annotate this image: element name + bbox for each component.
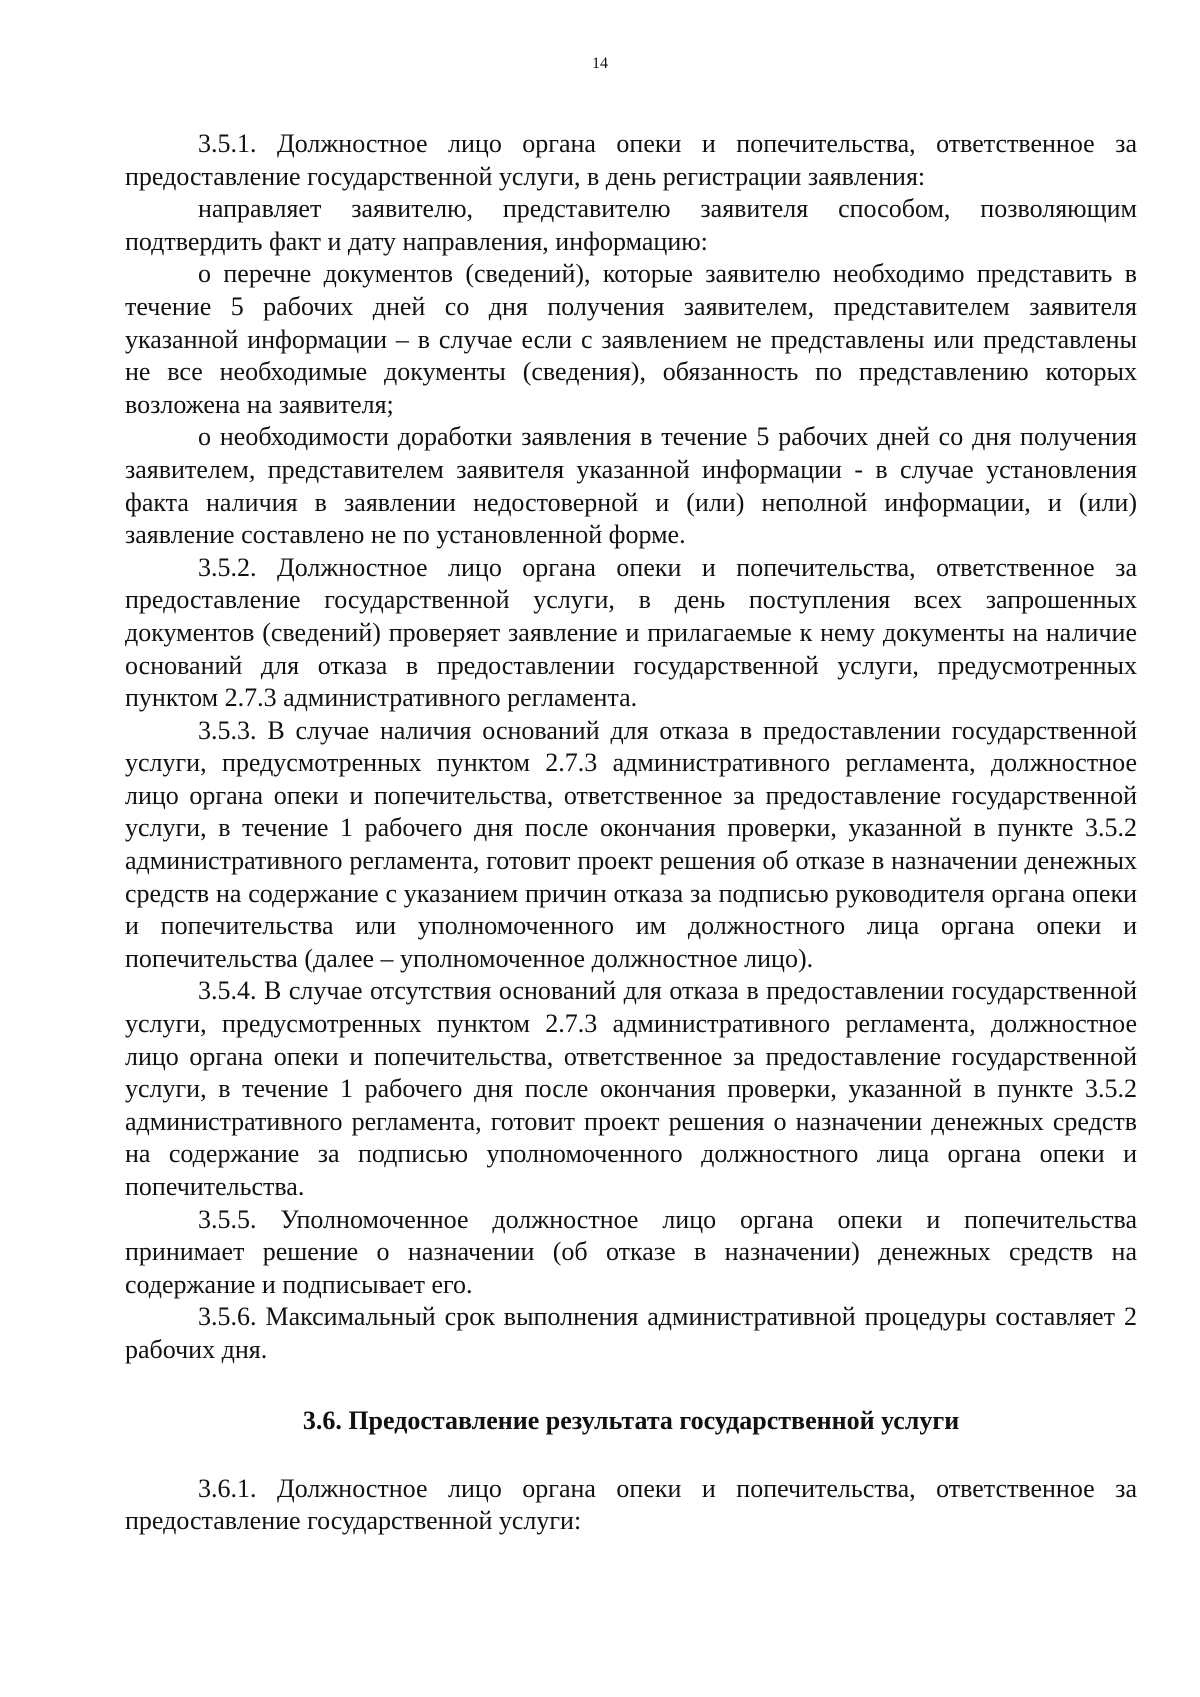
paragraph-documents-list: о перечне документов (сведений), которые заявителю необходимо представить в течение 5 рабочих дней со дня получения заявителем, представителем заявителя указанной информации – в случае если с заявлением не представлены или представлены не все необходимые документы (сведения), обязанность по представлению которых возложена на заявителя; (125, 259, 1137, 419)
section-heading-3-6: 3.6. Предоставление результата государственной услуги (302, 1405, 960, 1435)
paragraph-3-5-6: 3.5.6. Максимальный срок выполнения административной процедуры составляет 2 рабочих дня. (125, 1302, 1137, 1364)
paragraph-3-5-2: 3.5.2. Должностное лицо органа опеки и попечительства, ответственное за предоставление государственной услуги, в день поступления всех запрошенных документов (сведений) проверяет заявление и прилагаемые к нему документы на наличие оснований для отказа в предоставлении государственной услуги, предусмотренных пунктом 2.7.3 административного регламента. (125, 552, 1137, 713)
paragraph-3-5-1: 3.5.1. Должностное лицо органа опеки и попечительства, ответственное за предоставление государственной услуги, в день регистрации заявления: (125, 129, 1137, 191)
paragraph-3-5-5: 3.5.5. Уполномоченное должностное лицо органа опеки и попечительства принимает решение о назначении (об отказе в назначении) денежных средств на содержание и подписывает его. (125, 1204, 1137, 1299)
paragraph-notify-applicant: направляет заявителю, представителю заявителя способом, позволяющим подтвердить факт и дату направления, информацию: (125, 194, 1137, 256)
page-number: 14 (592, 55, 608, 72)
paragraph-3-5-4: 3.5.4. В случае отсутствия оснований для отказа в предоставлении государственной услуги, предусмотренных пунктом 2.7.3 административного регламента, должностное лицо органа опеки и попечительства, ответственное за предоставление государственной услуги, в течение 1 рабочего дня после окончания проверки, указанной в пункте 3.5.2 административного регламента, готовит проект решения о назначении денежных средств на содержание за подписью уполномоченного должностного лица органа опеки и попечительства. (125, 976, 1137, 1201)
paragraph-3-6-1: 3.6.1. Должностное лицо органа опеки и попечительства, ответственное за предоставление государственной услуги: (125, 1473, 1137, 1536)
document-body (125, 128, 1137, 1538)
paragraph-3-5-3: 3.5.3. В случае наличия оснований для отказа в предоставлении государственной услуги, предусмотренных пунктом 2.7.3 административного регламента, должностное лицо органа опеки и попечительства, ответственное за предоставление государственной услуги, в течение 1 рабочего дня после окончания проверки, указанной в пункте 3.5.2 административного регламента, готовит проект решения об отказе в назначении денежных средств на содержание с указанием причин отказа за подписью руководителя органа опеки и попечительства или уполномоченного им должностного лица органа опеки и попечительства (далее – уполномоченное должностное лицо). (125, 715, 1137, 973)
paragraph-application-revision: о необходимости доработки заявления в течение 5 рабочих дней со дня получения заявителем, представителем заявителя указанной информации - в случае установления факта наличия в заявлении недостоверной и (или) неполной информации, и (или) заявление составлено не по установленной форме. (125, 422, 1137, 550)
